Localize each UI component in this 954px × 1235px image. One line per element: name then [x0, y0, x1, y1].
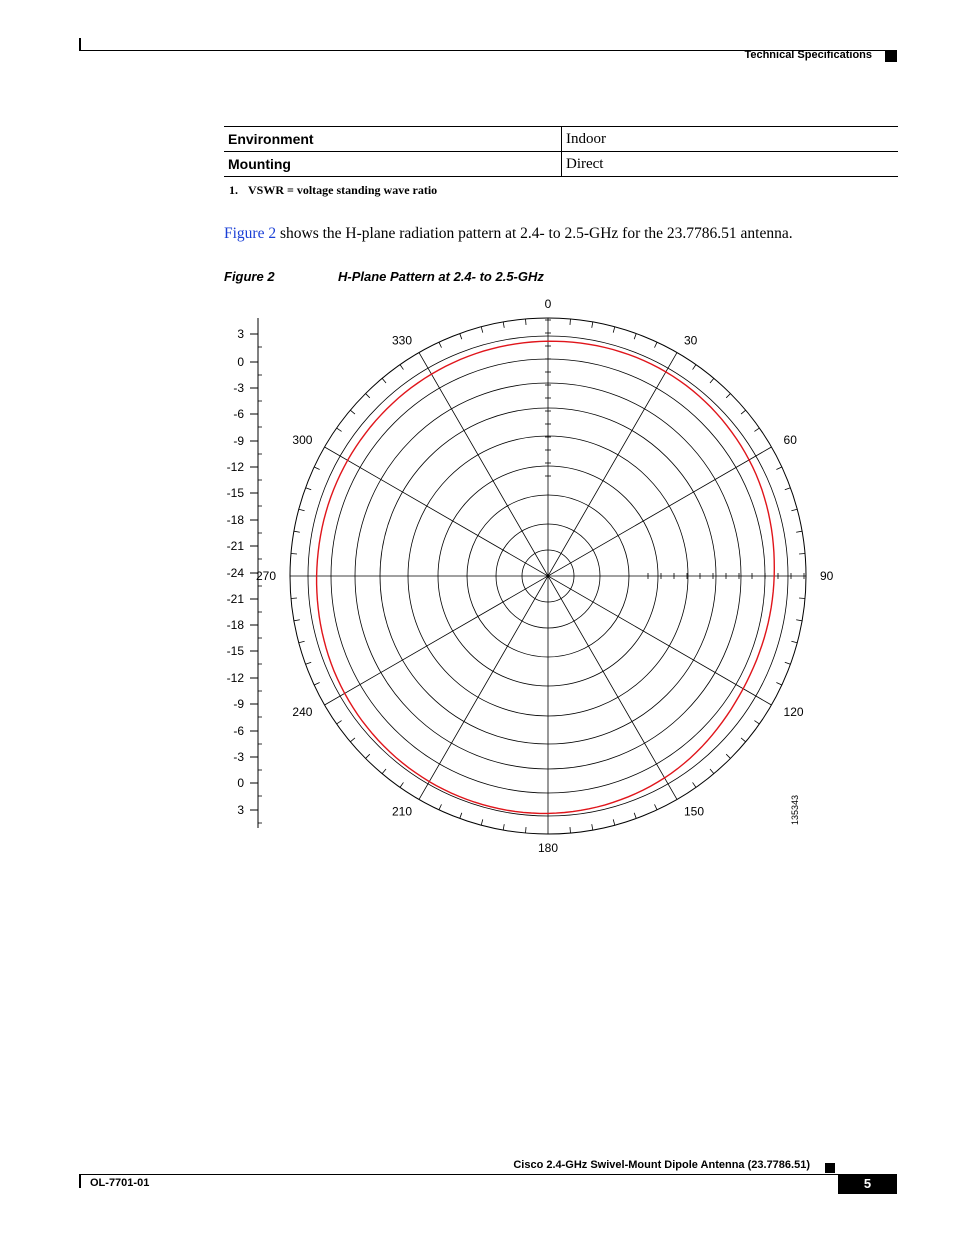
perimeter-tick	[294, 620, 300, 621]
perimeter-tick	[299, 641, 305, 643]
perimeter-tick	[366, 754, 370, 758]
perimeter-tick	[400, 365, 403, 370]
angle-label: 30	[684, 333, 698, 348]
table-row	[224, 127, 898, 152]
perimeter-tick	[503, 322, 504, 328]
scale-label: -9	[233, 434, 244, 448]
perimeter-tick	[350, 410, 355, 414]
scale-label: -21	[226, 539, 244, 553]
angle-label: 120	[783, 705, 804, 719]
spec-label: Mounting	[224, 152, 562, 177]
scale-label: -24	[226, 566, 244, 580]
perimeter-tick	[306, 488, 312, 490]
angle-label: 150	[684, 804, 705, 819]
perimeter-tick	[754, 721, 759, 724]
perimeter-tick	[299, 509, 305, 511]
perimeter-tick	[382, 378, 386, 383]
perimeter-tick	[350, 738, 355, 742]
perimeter-tick	[634, 334, 636, 340]
scale-label: -15	[226, 486, 244, 500]
figure-title: H-Plane Pattern at 2.4- to 2.5-GHz	[338, 269, 544, 284]
scale-label: -18	[226, 513, 244, 527]
angle-label: 60	[783, 433, 797, 447]
spec-value: Direct	[562, 152, 899, 177]
perimeter-tick	[796, 531, 802, 532]
footnote-number: 1.	[229, 183, 238, 197]
perimeter-tick	[613, 327, 615, 333]
table-row	[224, 152, 898, 177]
perimeter-tick	[366, 394, 370, 398]
scale-label: 3	[237, 327, 244, 341]
perimeter-tick	[741, 738, 746, 742]
footer-rule	[79, 1174, 897, 1175]
perimeter-tick	[710, 769, 714, 774]
perimeter-tick	[526, 827, 527, 833]
angle-label: 180	[537, 841, 559, 855]
scale-label: -15	[226, 644, 244, 658]
perimeter-tick	[776, 682, 781, 685]
body-paragraph	[224, 225, 793, 243]
perimeter-tick	[503, 824, 504, 830]
perimeter-tick	[570, 319, 571, 325]
figure-link[interactable]: Figure 2	[224, 225, 277, 242]
scale-label: -3	[233, 750, 244, 764]
angle-label: 300	[292, 433, 313, 447]
perimeter-tick	[439, 342, 442, 347]
footer-margin-mark	[79, 1174, 81, 1188]
perimeter-tick	[337, 721, 342, 724]
perimeter-tick	[726, 394, 730, 398]
perimeter-tick	[693, 782, 696, 787]
perimeter-tick	[481, 819, 483, 825]
perimeter-tick	[613, 819, 615, 825]
angle-label: 210	[391, 804, 412, 819]
scale-label: -12	[226, 460, 244, 474]
scale-label: 0	[237, 355, 244, 369]
polar-chart	[220, 297, 834, 858]
scale-label: -12	[226, 671, 244, 685]
perimeter-tick	[796, 620, 802, 621]
scale-label: -18	[226, 618, 244, 632]
figure-id: 135343	[790, 794, 800, 825]
perimeter-tick	[460, 334, 462, 340]
perimeter-tick	[306, 662, 312, 664]
perimeter-tick	[526, 319, 527, 325]
figure-label: Figure 2	[224, 269, 275, 284]
perimeter-tick	[726, 754, 730, 758]
footer-doc-number: OL-7701-01	[90, 1177, 150, 1189]
angle-label: 0	[544, 297, 552, 311]
perimeter-tick	[337, 428, 342, 431]
scale-label: 3	[237, 803, 244, 817]
perimeter-tick	[481, 327, 483, 333]
perimeter-tick	[799, 554, 805, 555]
perimeter-tick	[291, 554, 297, 555]
perimeter-tick	[791, 641, 797, 643]
scale-label: -3	[233, 381, 244, 395]
header-section-title: Technical Specifications	[744, 49, 872, 61]
angle-label: 240	[292, 705, 313, 719]
perimeter-tick	[785, 662, 791, 664]
perimeter-tick	[314, 467, 319, 470]
perimeter-tick	[799, 598, 805, 599]
perimeter-tick	[776, 467, 781, 470]
scale-label: 0	[237, 776, 244, 790]
perimeter-tick	[460, 813, 462, 819]
perimeter-tick	[400, 782, 403, 787]
perimeter-tick	[710, 378, 714, 383]
angle-label: 270	[255, 569, 276, 583]
paragraph-text: shows the H-plane radiation pattern at 2.4- to 2.5-GHz for the 23.7786.51 antenna.	[276, 225, 793, 242]
perimeter-tick	[570, 827, 571, 833]
footer-marker	[825, 1163, 835, 1173]
perimeter-tick	[592, 322, 593, 328]
perimeter-tick	[654, 342, 657, 347]
perimeter-tick	[291, 598, 297, 599]
perimeter-tick	[439, 804, 442, 809]
perimeter-tick	[741, 410, 746, 414]
perimeter-tick	[791, 509, 797, 511]
header-marker-box	[885, 51, 897, 62]
spec-table	[224, 126, 898, 177]
perimeter-tick	[314, 682, 319, 685]
perimeter-tick	[382, 769, 386, 774]
perimeter-tick	[785, 488, 791, 490]
perimeter-tick	[294, 531, 300, 532]
spec-value: Indoor	[562, 127, 899, 152]
perimeter-tick	[693, 365, 696, 370]
perimeter-tick	[654, 804, 657, 809]
scale-label: -6	[233, 724, 244, 738]
table-footnote	[229, 183, 437, 198]
perimeter-tick	[754, 428, 759, 431]
angle-label: 90	[820, 569, 834, 583]
scale-label: -21	[226, 592, 244, 606]
page-number: 5	[838, 1174, 897, 1194]
perimeter-tick	[634, 813, 636, 819]
polar-grid	[290, 318, 806, 834]
scale-label: -9	[233, 697, 244, 711]
scale-label: -6	[233, 407, 244, 421]
footnote-text: VSWR = voltage standing wave ratio	[248, 183, 438, 197]
footer-doc-title: Cisco 2.4-GHz Swivel-Mount Dipole Antenna (23.7786.51)	[513, 1159, 810, 1171]
perimeter-tick	[592, 824, 593, 830]
spec-label: Environment	[224, 127, 562, 152]
angle-label: 330	[391, 333, 412, 348]
figure-caption	[224, 269, 544, 284]
